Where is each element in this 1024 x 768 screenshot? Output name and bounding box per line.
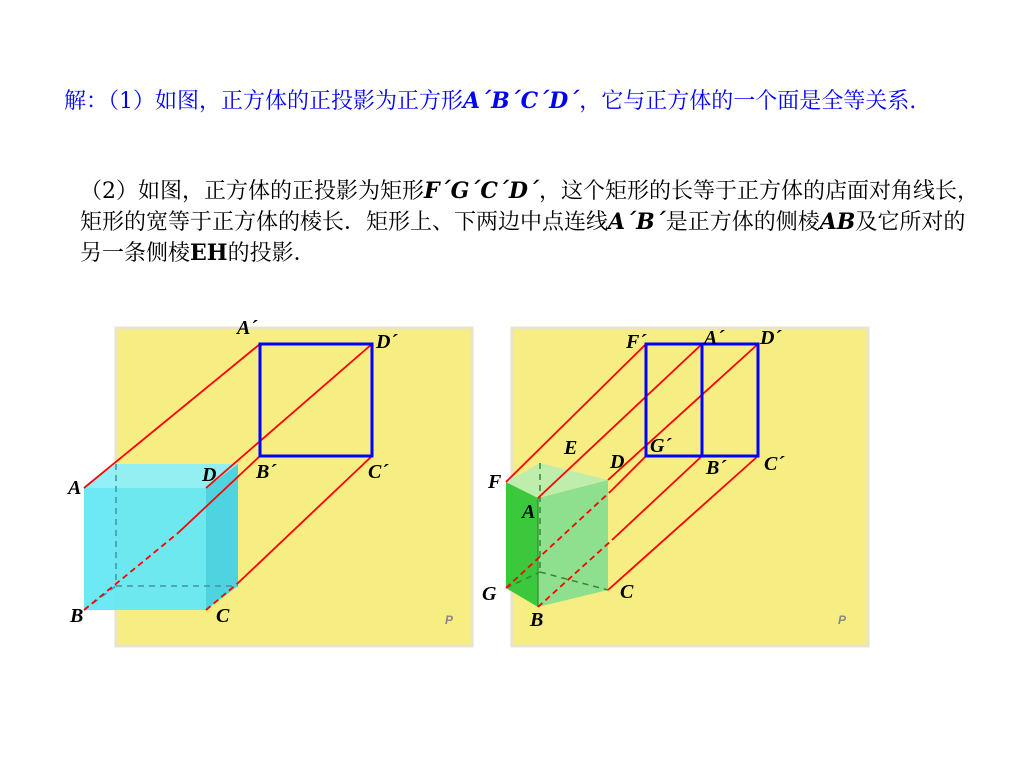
rect-label: F´G´C´D´ bbox=[424, 178, 539, 204]
label-c-2: C bbox=[620, 581, 634, 603]
label-a: A bbox=[68, 477, 82, 499]
label-a-2: A bbox=[522, 501, 536, 523]
edge-eh-label: EH bbox=[190, 240, 228, 266]
part2-mid3: 及它所对的另一条侧棱 bbox=[80, 210, 966, 266]
plane-label-p-1: P bbox=[445, 613, 454, 627]
label-c: C bbox=[216, 605, 230, 627]
label-d-2: D bbox=[610, 451, 625, 473]
label-b-2: B bbox=[530, 609, 544, 631]
part2-end: 的投影． bbox=[227, 241, 316, 266]
part2-prefix: （2）如图，正方体的正投影为矩形 bbox=[80, 179, 424, 204]
label-g: G bbox=[482, 583, 497, 605]
part2-mid2: 是正方体的侧棱 bbox=[665, 210, 820, 235]
segment-label: A´B´ bbox=[608, 209, 666, 235]
label-d-prime-2: D´ bbox=[760, 327, 782, 349]
label-f: F bbox=[488, 471, 502, 493]
label-a-prime-2: A´ bbox=[704, 327, 724, 349]
label-b-prime-2: B´ bbox=[706, 457, 726, 479]
part1-prefix: 解：（1）如图，正方体的正投影为正方形 bbox=[64, 89, 463, 114]
part1-rest: ，它与正方体的一个面是全等关系. bbox=[579, 89, 917, 114]
label-g-prime: G´ bbox=[650, 435, 672, 457]
figure-cube-square-projection bbox=[66, 317, 472, 646]
square-label: A´B´C´D´ bbox=[463, 88, 580, 114]
label-c-prime-2: C´ bbox=[764, 453, 784, 475]
label-d: D bbox=[202, 464, 217, 486]
label-d-prime: D´ bbox=[376, 331, 398, 353]
label-b-prime: B´ bbox=[256, 461, 276, 483]
cube-1-front bbox=[84, 488, 206, 610]
part2-mid: ，这个矩形的长等于正方体的店面对角线长，矩形的宽等于正方体的棱长．矩形上、下两边中点连线 bbox=[80, 179, 980, 235]
plane-label-p-2: P bbox=[838, 613, 847, 627]
label-a-prime: A´ bbox=[237, 317, 257, 339]
figure-cube-rectangle-projection bbox=[482, 327, 868, 646]
label-e: E bbox=[564, 437, 578, 459]
label-f-prime: F´ bbox=[626, 331, 646, 353]
edge-ab-label: AB bbox=[819, 209, 856, 235]
label-b: B bbox=[70, 605, 84, 627]
label-c-prime: C´ bbox=[368, 461, 388, 483]
cube-2 bbox=[506, 463, 608, 607]
